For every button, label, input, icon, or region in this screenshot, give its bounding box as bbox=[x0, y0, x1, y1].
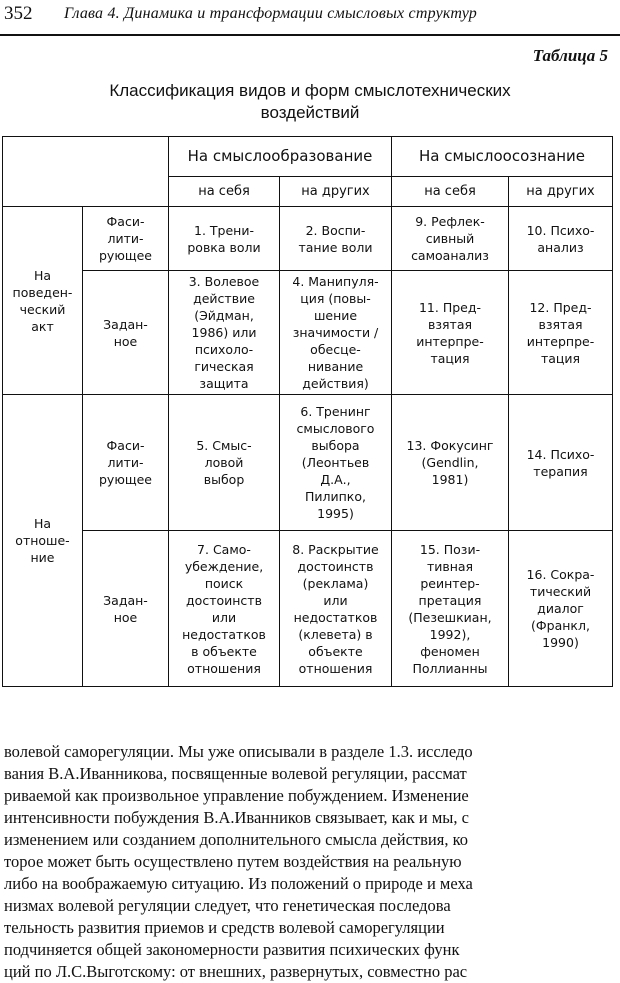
body-line: подчиняется общей закономерности развития психических функ bbox=[4, 940, 460, 959]
table-cell: 10. Психо- анализ bbox=[509, 207, 613, 271]
table-cell: 1. Трени- ровка воли bbox=[169, 207, 280, 271]
table-title bbox=[40, 80, 580, 124]
table-title-line: воздействий bbox=[260, 103, 360, 122]
table-title-line: Классификация видов и форм смыслотехнических bbox=[109, 81, 511, 100]
body-line: либо на воображаемую ситуацию. Из положений о природе и меха bbox=[4, 874, 473, 893]
col-group-sense-awareness: На смыслоосознание bbox=[392, 137, 613, 177]
table-cell: 9. Рефлек- сивный самоанализ bbox=[392, 207, 509, 271]
table-cell: 4. Манипуля- ция (повы- шение значимости / обесце- нивание действия) bbox=[280, 271, 392, 395]
body-line: изменением или созданием дополнительного смысла действия, ко bbox=[4, 830, 468, 849]
table-cell: 16. Сокра- тический диалог (Франкл, 1990) bbox=[509, 531, 613, 687]
subheader-cell: на других bbox=[280, 177, 392, 207]
table-row bbox=[3, 271, 613, 395]
table-cell: 7. Само- убеждение, поиск достоинств или недостатков в объекте отношения bbox=[169, 531, 280, 687]
table-cell: 11. Пред- взятая интерпре- тация bbox=[392, 271, 509, 395]
table-row bbox=[3, 395, 613, 531]
subheader-cell: на себя bbox=[392, 177, 509, 207]
table-cell: 12. Пред- взятая интерпре- тация bbox=[509, 271, 613, 395]
classification-table bbox=[2, 136, 613, 687]
corner-cell bbox=[3, 137, 169, 207]
page-header bbox=[0, 0, 620, 36]
row-type-cell: Задан- ное bbox=[83, 271, 169, 395]
table-cell: 8. Раскрытие достоинств (реклама) или недостатков (клевета) в объекте отношения bbox=[280, 531, 392, 687]
body-line: вания В.А.Иванникова, посвященные волевой регуляции, рассмат bbox=[4, 764, 467, 783]
table-cell: 14. Психо- терапия bbox=[509, 395, 613, 531]
body-paragraph bbox=[4, 741, 614, 983]
body-line: ций по Л.С.Выготскому: от внешних, развернутых, совместно рас bbox=[4, 962, 468, 981]
page-number: 352 bbox=[4, 3, 33, 24]
col-group-sense-formation: На смыслообразование bbox=[169, 137, 392, 177]
row-group-attitude: На отноше- ние bbox=[3, 395, 83, 687]
table-cell: 2. Воспи- тание воли bbox=[280, 207, 392, 271]
subheader-cell: на других bbox=[509, 177, 613, 207]
row-type-cell: Задан- ное bbox=[83, 531, 169, 687]
table-row bbox=[3, 207, 613, 271]
table-cell: 13. Фокусинг (Gendlin, 1981) bbox=[392, 395, 509, 531]
row-type-cell: Фаси- лити- рующее bbox=[83, 207, 169, 271]
table-cell: 15. Пози- тивная реинтер- претация (Пезешкиан, 1992), феномен Поллианны bbox=[392, 531, 509, 687]
running-head: Глава 4. Динамика и трансформации смысловых структур bbox=[64, 5, 478, 22]
table-cell: 5. Смыс- ловой выбор bbox=[169, 395, 280, 531]
row-group-behavioral-act: На поведен- ческий акт bbox=[3, 207, 83, 395]
body-line: риваемой как произвольное управление побуждением. Изменение bbox=[4, 786, 469, 805]
table-header-row bbox=[3, 137, 613, 177]
body-line: волевой саморегуляции. Мы уже описывали в разделе 1.3. исследо bbox=[4, 742, 473, 761]
body-line: торое может быть осуществлено путем воздействия на реальную bbox=[4, 852, 462, 871]
subheader-cell: на себя bbox=[169, 177, 280, 207]
table-row bbox=[3, 531, 613, 687]
table-cell: 6. Тренинг смыслового выбора (Леонтьев Д.А., Пилипко, 1995) bbox=[280, 395, 392, 531]
table-cell: 3. Волевое действие (Эйдман, 1986) или психоло- гическая защита bbox=[169, 271, 280, 395]
body-line: тельность развития приемов и средств волевой саморегуляции bbox=[4, 918, 445, 937]
row-type-cell: Фаси- лити- рующее bbox=[83, 395, 169, 531]
body-line: интенсивности побуждения В.А.Иванников связывает, как и мы, с bbox=[4, 808, 469, 827]
body-line: низмах волевой регуляции следует, что генетическая последова bbox=[4, 896, 451, 915]
table-label: Таблица 5 bbox=[532, 46, 608, 65]
